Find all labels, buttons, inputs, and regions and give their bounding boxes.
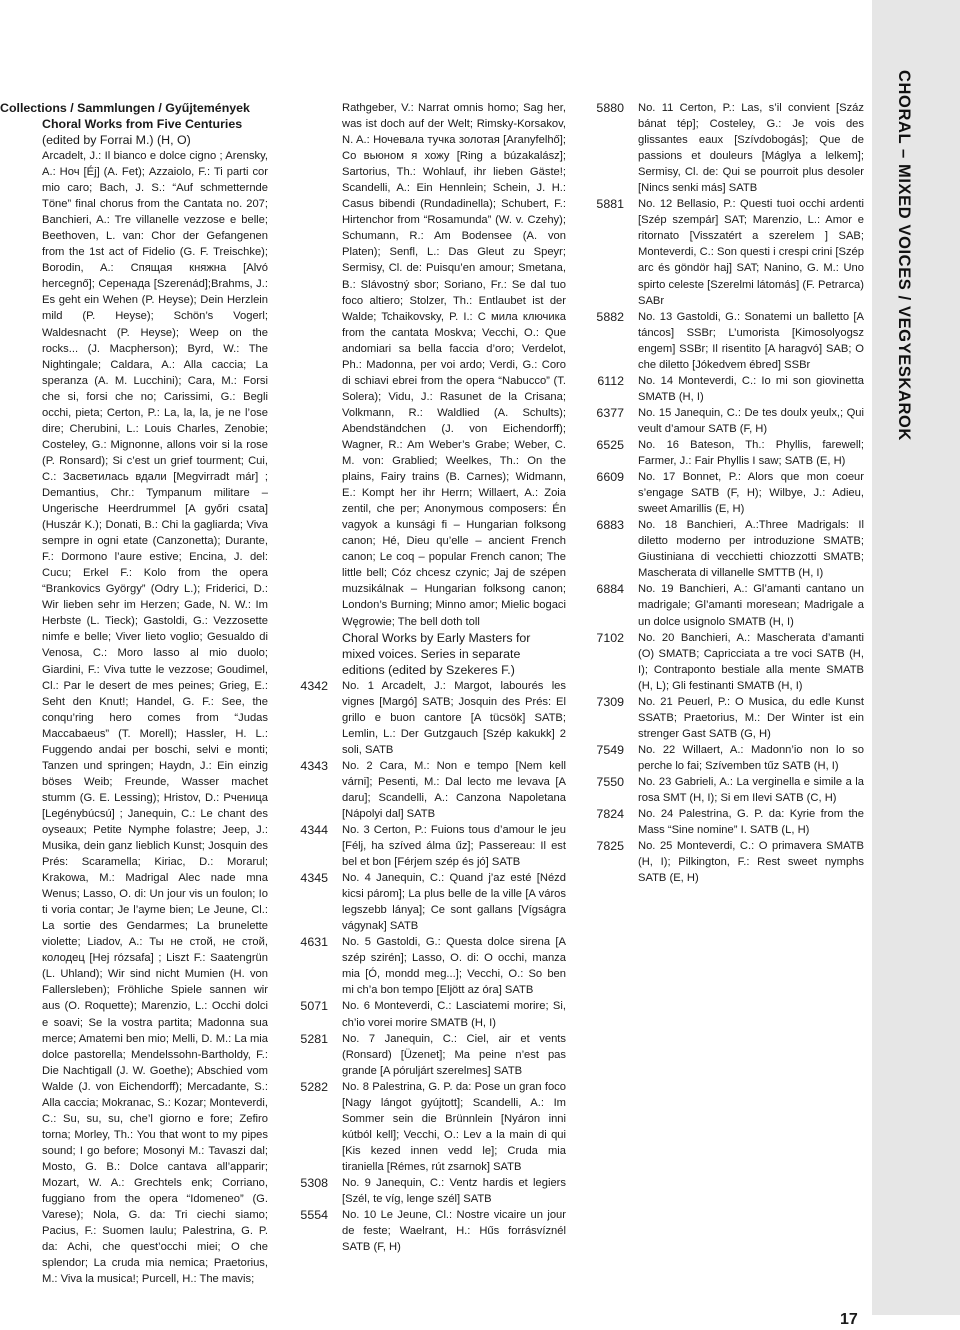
entry-text: No. 17 Bonnet, P.: Alors que mon coeur s’engage SATB (F, H); Wilbye, J.: Adieu, sweet Amarillis (E, H) [638,471,864,516]
entry-number: 6525 [596,437,624,452]
entry-text: No. 4 Janequin, C.: Quand j’az esté [Nézd kicsi párom]; La plus belle de la ville [A város legszebb lánya]; Ce sont gallans [Vígságra vágynak] SATB [342,872,566,933]
entry-number: 4631 [300,935,328,950]
entry-row [300,934,566,998]
entry-number: 5882 [596,309,624,324]
entry-number: 5308 [300,1176,328,1190]
entry-row [300,870,566,934]
entry-row [596,694,864,742]
entry-number: 7824 [596,807,624,822]
collection-1075 [0,116,268,148]
entry-row [300,1207,566,1255]
entry-number: 5554 [300,1208,328,1223]
entry-row [300,678,566,758]
entry-number: 5881 [596,197,624,212]
column-3 [596,100,864,886]
column-2 [300,100,566,1255]
entry-text: No. 22 Willaert, A.: Madonn’io non lo so perche lo fai; Szívemben tűz SATB (H, I) [638,743,864,772]
entry-number: 6112 [597,373,624,388]
entry-number: 5282 [300,1079,328,1094]
entry-number: 6609 [596,470,624,485]
entry-text: No. 5 Gastoldi, G.: Questa dolce sirena [A szép szirén]; Lasso, O. di: O occhi, manza mia [Ó, mondd meg...]; Vecchi, O.: So ben mi ch’a bon tempo [Eljött az óra] SATB [342,936,566,997]
entry-row [596,437,864,469]
entry-row [300,822,566,870]
entry-text: No. 14 Monteverdi, C.: Io mi son giovinetta SMATB (H, I) [638,374,864,403]
entry-row [596,806,864,838]
entry-text: No. 19 Banchieri, A.: Gl’amanti cantano un madrigale; Gl’amanti moresean; Madrigale a un dolce usignolo SMATB (H, I) [638,583,864,628]
collection-subtitle: (edited by Forrai M.) (H, O) [42,133,191,147]
entry-row [300,1031,566,1079]
entry-row [596,405,864,437]
collection-title: Choral Works from Five Centuries [42,117,243,131]
entry-text: No. 25 Monteverdi, C.: O primavera SMATB (H, I); Pilkington, F.: Rest sweet nymphs SATB (E, H) [638,840,864,885]
entry-text: No. 3 Certon, P.: Fuions tous d’amour le jeu [Félj, ha szíved álma űz]; Passereau: Il est bel et bon [Férjem szép és jó] SATB [342,823,566,869]
column-1 [0,100,268,1287]
entry-row [596,630,864,694]
side-title: CHORAL – MIXED VOICES / VEGYESKAROK [895,70,913,441]
entry-text: No. 23 Gabrieli, A.: La verginella e simile a la rosa SMT (H, I); Si em Ilevi SATB (C, H) [638,775,864,805]
entry-row [300,1079,566,1175]
entry-row [596,196,864,308]
entry-text: No. 6 Monteverdi, C.: Lasciatemi morire; Si, ch’io vorei morire SMATB (H, I) [342,1000,566,1029]
entry-number: 7825 [596,839,624,854]
entry-row [300,998,566,1030]
entry-text: No. 8 Palestrina, G. P. da: Pose un gran foco [Nagy lángot gyújtott]; Scandelli, A.: Im Sommer sein die Brünnlein [Nyáron inni kútból kell]; Vecchi, O.: Lev a la main di qui [Kis kezed innen vedd le]; Cruda mia tiraniella [Rémes, rút zsarnok] SATB [342,1080,566,1173]
entry-row [596,469,864,517]
entry-number: 5281 [300,1031,328,1046]
collection-contents: Arcadelt, J.: Il bianco e dolce cigno ; Arensky, A.: Ноч [Éj] (A. Fet); Azzaiolo, F.: Ti parti cor mio caro; Bach, J. S.: “Auf schmetternde Töne” final chorus from the Cantata no. 207; Banchieri, A.: Tre villanelle vezzose e belle; Beethoven, L. van: Chor der Gefangenen from the 1st act of Fidelio (G. F. Treischke); Borodin, A.: Спящая княжна [Alvó hercegnő]; Серенада [Szerenád];Brahms, J.: Es geht ein Wehen (P. Heyse); Dein Herzlein mild (P. Heyse); Schön’s Vogerl; Waldesnacht (P. Heyse); Weep on the rocks... (J. Macpherson); Byrd, W.: The Nightingale; Caldara, A.: Alla caccia; La speranza (A. M. Lucchini); Cara, M.: Forsi che si, forsi che no; Carissimi, G.: Begli occhi, pieta; Certon, P.: La, la, la, je ne l’ose dire; Cherubini, L.: Louis Charles, Zenobie; Costeley, G.: Mignonne, allons voir si la rose (P. Ronsard); Si c’est un grief tourment; Cui, C.: Засветилась вдали [Megvirradt már] ; Demantius, Chr.: Tympanum militare – Ungerische Heerdrummel [A győri csata] (Huszár K.); Donati, B.: Chi la gagliarda; Viva sempre in ogni etate (Canzonetta); Durante, F.: Dormono l’aure estive; Encina, J. del: Cucu; Erkel F.: Kolo from the opera “Brankovics György” (Odry L.); Friderici, D.: Wir lieben sehr im Herzen; Gade, N. W.: Im Herbste (L. Tieck); Gastoldi, G.: Vezzosette nimfe e belle; Viver lieto voglio; Gesualdo di Venosa, C.: Moro lasso al mio duolo; Giardini, F.: Viva tutte le vezzose; Goudimel, Cl.: Par le desert de mes peines; Grieg, E.: Seht den Knut!; Handel, G. F.: See, the conqu’ring hero comes from “Judas Maccabaeus” (T. Morell); Hassler, H. L.: Fuggendo andai per boschi, selvi e monti; Tanzen und springen; Haydn, J.: Ein einzig böses Weib; Freunde, Wasser machet stumm (G. E. Lessing); Hristov, D.: Рченица [Legénybúcsú] ; Janequin, C.: Le chant des oyseaux; Petite Nymphe folastre; Jeep, J.: Musika, dein ganz lieblich Kunst; Josquin des Prés: Scaramella; Kiriac, D.: Morarul; Krakowa, M.: Madrigal Alec nade mna Wenus; Lasso, O. di: Un jour vis un foulon; Io ti voria contar; Je l’ayme bien; Le Jeune, Cl.: La sortie des Gendarmes; La brunelette violette; Liadov, A.: Ты не стой, не стой, колодец [Hej rózsafa] ; Liszt F.: Saatengrün (L. Uhland); Wir sind nicht Mumien (H. von Fallersleben); Fröhliche Spiele sannen wir aus (O. Roquette); Marenzio, L.: Occhi dolci e soavi; Se la vostra partita; Madonna sua merce; Amatemi ben mio; Melli, D. M.: La mia dolce pastorella; Mendelssohn-Bartholdy, F.: Die Nachtigall (J. W. Goethe); Abschied vom Walde (J. von Eichendorff); Mercadante, S.: Alla caccia; Mokranac, S.: Kozar; Monteverdi, C.: Su, su, su, che’l giorno e fore; Zefiro torna; Morley, Th.: You that wont to my pipes sound; I go before; Mosonyi M.: Tavaszi dal; Mosto, G. B.: Dolce cantava all’apparir; Mozart, W. A.: Grechtels enk; Corriano, fuggiano from the opera “Idomeneo” (G. Varese); Nola, G. da: Tri ciechi siamo; Pacius, F.: Suomen laulu; Palestrina, G. P. da: Achi, che quest’occhi miei; O che splendor; La cruda mia nemica; Praetorius, M.: Viva la musica!; Purcell, H.: The mavis; [42,150,268,1286]
entry-text: No. 24 Palestrina, G. P. da: Kyrie from the Mass “Sine nomine” I. SATB (L, H) [638,808,864,837]
entry-number: 7549 [596,742,624,757]
entry-row [596,100,864,196]
entry-text: No. 10 Le Jeune, Cl.: Nostre vicaire un jour de feste; Waelrant, H.: Hűs forrásvíznél SATB (F, H) [342,1209,566,1254]
entry-text: No. 7 Janequin, C.: Ciel, air et vents (Ronsard) [Üzenet]; Ma peine n’est pas grande [A póruljárt szerelmes] SATB [342,1032,566,1077]
entry-text: No. 15 Janequin, C.: De tes doulx yeulx,; Qui veult d’amour SATB (F, H) [638,406,864,435]
entry-text: No. 12 Bellasio, P.: Questi tuoi occhi ardenti [Szép szempár] SAT; Marenzio, L.: Amor e ritornato [Visszatért a szerelem ] SAB; Monteverdi, C.: Son questi i crespi crini [Szép arc és göndör haj] SAT; Nanino, G. M.: Uno spirto celeste [Szerelmi látomás] (F. Petrarca) SABr [638,198,864,307]
entry-number: 4342 [300,678,328,693]
entry-text: No. 1 Arcadelt, J.: Margot, labourés les vignes [Margó] SATB; Josquin des Prés: El grillo e buon cantore [A tücsök] SATB; Lemlin, L.: Der Gutzgauch [Szép kakukk] 2 soli, SATB [342,679,566,756]
entry-number: 6377 [596,405,624,420]
entry-row [300,758,566,822]
entry-row [300,1175,566,1207]
entry-text: No. 13 Gastoldi, G.: Sonatemi un balletto [A táncos] SSBr; L’umorista [Kimosolyogsz engem] SSBr; Il risentito [A haragvó] SAB; O che diletto [Jókedvem ébred] SSBr [638,310,864,371]
entry-row [596,373,864,405]
section-heading: Collections / Sammlungen / Gyűjtemények [0,101,250,115]
entry-text: No. 2 Cara, M.: Non e tempo [Nem kell várni]; Pesenti, M.: Dal lecto me levava [A daru]; Scandelli, A.: Canzona Napoletana [Nápolyi dal] SATB [342,759,566,820]
entry-row [596,581,864,629]
entry-number: 4345 [300,871,328,886]
entry-text: No. 21 Peuerl, P.: O Musica, du edle Kunst SSATB; Praetorius, M.: Der Winter ist ein strenger Gast SATB (G, H) [638,695,864,740]
page-number: 17 [840,1311,858,1328]
entry-text: No. 20 Banchieri, A.: Mascherata d’amanti (O) SMATB; Capricciata a tre voci SATB (H, I); Contraponto bestiale alla mente SMATB (H, L); Gli festinanti SMATB (H, I) [638,631,864,692]
entry-text: No. 9 Janequin, C.: Ventz hardis et legiers [Szél, te víg, lenge szél] SATB [342,1177,566,1206]
entry-number: 4344 [300,822,328,837]
entry-number: 5071 [300,999,328,1014]
entry-number: 5880 [596,101,624,115]
early-masters-heading: Choral Works by Early Masters for mixed voices. Series in separate editions (edited by Szekeres F.) [342,630,531,677]
entry-number: 7102 [596,630,624,645]
entry-row [596,742,864,774]
entry-row [596,517,864,581]
entry-row [596,309,864,373]
entry-text: No. 18 Banchieri, A.:Three Madrigals: Il diletto moderno per introduzione SMATB; Giustiniana di vecchietti chiozzotti SMATB; Mascherata di villanelle SMTTB (H, I) [638,519,864,580]
entry-number: 6883 [596,518,624,533]
entry-row [596,774,864,806]
entry-text: No. 16 Bateson, Th.: Phyllis, farewell; Farmer, J.: Fair Phyllis I saw; SATB (E, H) [638,438,864,468]
entry-number: 6884 [596,582,624,597]
entry-number: 7309 [596,694,624,709]
entry-number: 4343 [300,758,328,773]
entry-row [596,838,864,886]
collection-contents-cont: Rathgeber, V.: Narrat omnis homo; Sag her, was ist doch auf der Welt; Rimsky-Korsakov, N. A.: Ночевала тучка золотая [Aranyfelhő]; Со вьюном я хожу [Ring a búzakalász]; Sartorius, Th.: Wohlauf, ihr lieben Gäste!; Scandelli, A.: Ein Hennlein; Schein, J. H.: Casus bibendi (Rundadinella); Schubert, F.: Hirtenchor from “Rosamunda” (W. v. Czehy); Schumann, R.: Am Bodensee (A. von Platen); Senfl, L.: Das Gleut zu Speyr; Sermisy, Cl. de: Puisqu’en amour; Smetana, B.: Slávostný sbor; Soriano, Fr.: Se dal tuo foco altiero; Stolzer, Th.: Entlaubet ist der Walde; Tchaikovsky, P. I.: С мила ключика from the cantata Moskva; Vecchi, O.: Que andomiari sa bella faccia d’oro; Verdelot, Ph.: Madonna, per voi ardo; Verdi, G.: Coro di schiavi ebrei from the opera “Nabucco” (T. Solera); Vidu, J.: Rasunet de la Crisana; Volkmann, R.: Waldlied (A. Schults); Abendständchen (J. von Eichendorff); Wagner, R.: Am Weber’s Grabe; Weber, C. M. von: Grablied; Weelkes, Th.: On the plains, Fairy trains (B. Carnes); Widmann, E.: Kompt her ihr Herrn; Willaert, A.: Zoia zentil, che per; Anonymous composers: Én vagyok a kunsági fi – Hungarian folksong canon; Hé, Dieu qu’elle – ancient French canon; Le coq – popular French canon; The little bell; Cóz chcesz czynic; Jaj de szépen muzsikálnak – Hungarian folksong canon; London’s Burning; Minno amor; Mielic bogaci Węgrowie; The bell doth toll [342,102,566,628]
entry-text: No. 11 Certon, P.: Las, s’il convient [Száz bánat tép]; Costeley, G.: Je vois des glissantes eaux [Szívdobogás]; Que de passions et douleurs [Máglya a lelkem]; Sermisy, Cl. de: Qui se pourroit plus desoler [Nincs senki más] SATB [638,102,864,195]
entry-number: 7550 [596,774,624,789]
